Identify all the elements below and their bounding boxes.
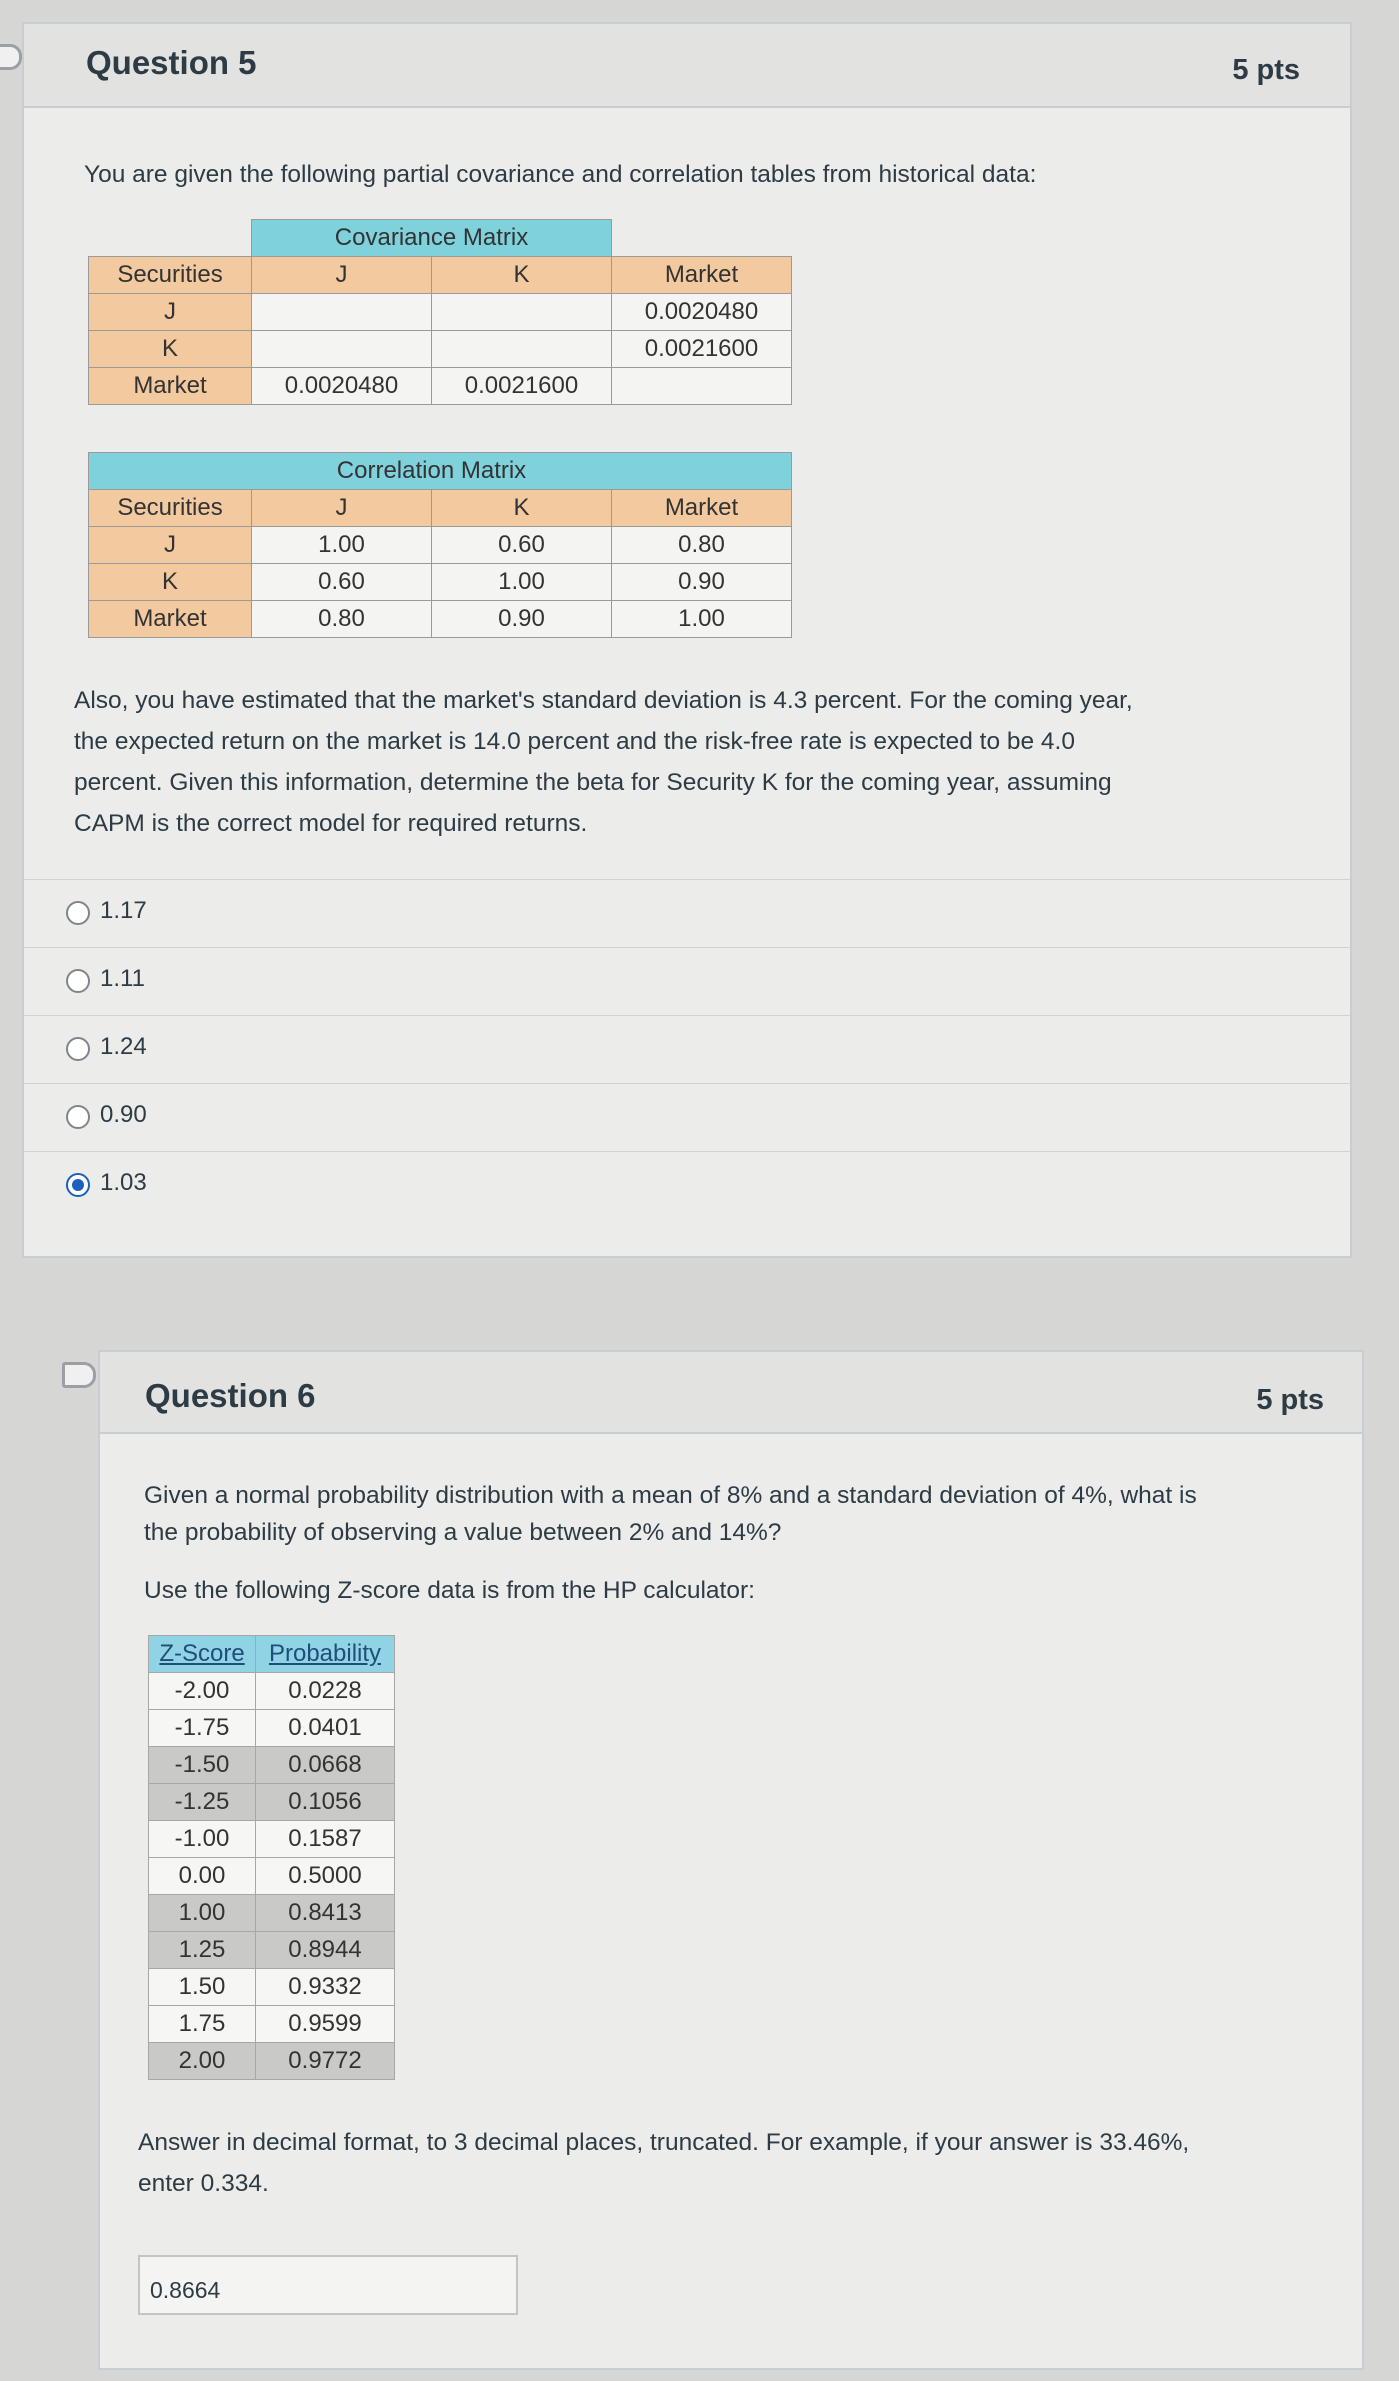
covariance-row-label: K — [89, 331, 252, 368]
covariance-cell: 0.0020480 — [612, 294, 792, 331]
probability-cell: 0.8944 — [256, 1932, 395, 1969]
zscore-cell: 1.50 — [149, 1969, 256, 2006]
correlation-row-label: Market — [89, 601, 252, 638]
question-5-card — [22, 22, 1352, 1258]
radio-button[interactable] — [66, 1037, 90, 1061]
radio-button[interactable] — [66, 1105, 90, 1129]
correlation-cell: 0.60 — [432, 527, 612, 564]
radio-button[interactable] — [66, 901, 90, 925]
correlation-matrix-table — [88, 452, 792, 638]
answer-option[interactable] — [24, 879, 1350, 946]
question-5-body-line: Also, you have estimated that the market's standard deviation is 4.3 percent. For the coming year, — [74, 687, 1133, 714]
covariance-header-market: Market — [612, 257, 792, 294]
correlation-cell: 1.00 — [432, 564, 612, 601]
question-5-options — [24, 879, 1350, 1219]
question-5-body — [74, 680, 1133, 844]
answer-instructions-line: Answer in decimal format, to 3 decimal places, truncated. For example, if your answer is 33.46%, — [138, 2129, 1190, 2156]
probability-cell: 0.8413 — [256, 1895, 395, 1932]
probability-cell: 0.0401 — [256, 1710, 395, 1747]
correlation-header-j: J — [252, 490, 432, 527]
answer-option-label: 1.24 — [100, 1033, 147, 1060]
flag-question-5-icon[interactable] — [0, 44, 22, 70]
question-5-header — [24, 24, 1350, 108]
answer-option-label: 0.90 — [100, 1101, 147, 1128]
answer-option-selected[interactable] — [24, 1151, 1350, 1218]
question-6-header — [100, 1352, 1362, 1434]
correlation-cell: 0.60 — [252, 564, 432, 601]
probability-cell: 0.5000 — [256, 1858, 395, 1895]
covariance-matrix-title: Covariance Matrix — [252, 220, 612, 257]
correlation-row-label: J — [89, 527, 252, 564]
question-6-title: Question 6 — [145, 1377, 316, 1414]
covariance-cell: 0.0021600 — [432, 368, 612, 405]
answer-option[interactable] — [24, 1083, 1350, 1150]
covariance-row-label: J — [89, 294, 252, 331]
correlation-header-market: Market — [612, 490, 792, 527]
covariance-cell: 0.0021600 — [612, 331, 792, 368]
zscore-cell: -1.25 — [149, 1784, 256, 1821]
correlation-cell: 1.00 — [612, 601, 792, 638]
question-5-intro: You are given the following partial covariance and correlation tables from historical data: — [84, 161, 1037, 188]
zscore-cell: -1.50 — [149, 1747, 256, 1784]
probability-cell: 0.1587 — [256, 1821, 395, 1858]
zscore-intro: Use the following Z-score data is from the HP calculator: — [144, 1577, 755, 1604]
question-5-body-line: CAPM is the correct model for required returns. — [74, 810, 588, 837]
answer-option-label: 1.11 — [100, 965, 145, 992]
correlation-row-label: K — [89, 564, 252, 601]
zscore-cell: 1.75 — [149, 2006, 256, 2043]
covariance-header-securities: Securities — [89, 257, 252, 294]
flag-question-6-icon[interactable] — [62, 1362, 96, 1388]
correlation-matrix-title: Correlation Matrix — [252, 453, 612, 490]
question-6-points: 5 pts — [1256, 1384, 1324, 1416]
zscore-cell: 1.25 — [149, 1932, 256, 1969]
covariance-cell — [612, 368, 792, 405]
question-6-prompt-line: the probability of observing a value between 2% and 14%? — [144, 1519, 782, 1546]
covariance-header-k: K — [432, 257, 612, 294]
question-6-prompt — [144, 1477, 1197, 1551]
zscore-cell: 0.00 — [149, 1858, 256, 1895]
correlation-header-k: K — [432, 490, 612, 527]
probability-cell: 0.0668 — [256, 1747, 395, 1784]
answer-option[interactable] — [24, 947, 1350, 1014]
probability-cell: 0.9772 — [256, 2043, 395, 2080]
covariance-cell — [432, 294, 612, 331]
question-5-body-line: the expected return on the market is 14.0 percent and the risk-free rate is expected to be 4.0 — [74, 728, 1075, 755]
covariance-cell — [252, 331, 432, 368]
zscore-cell: -1.75 — [149, 1710, 256, 1747]
covariance-row-label: Market — [89, 368, 252, 405]
zscore-table — [148, 1635, 395, 2080]
zscore-cell: 1.00 — [149, 1895, 256, 1932]
question-5-title: Question 5 — [86, 44, 257, 81]
correlation-header-securities: Securities — [89, 490, 252, 527]
radio-button[interactable] — [66, 969, 90, 993]
covariance-cell: 0.0020480 — [252, 368, 432, 405]
question-6-card — [98, 1350, 1364, 2370]
covariance-header-j: J — [252, 257, 432, 294]
correlation-cell: 1.00 — [252, 527, 432, 564]
answer-instructions-line: enter 0.334. — [138, 2170, 269, 2197]
probability-cell: 0.9599 — [256, 2006, 395, 2043]
question-5-body-line: percent. Given this information, determine the beta for Security K for the coming year, assuming — [74, 769, 1112, 796]
correlation-cell: 0.80 — [612, 527, 792, 564]
zscore-cell: -1.00 — [149, 1821, 256, 1858]
correlation-cell: 0.90 — [612, 564, 792, 601]
covariance-matrix-table — [88, 219, 792, 405]
probability-cell: 0.9332 — [256, 1969, 395, 2006]
covariance-cell — [432, 331, 612, 368]
probability-header: Probability — [256, 1636, 395, 1673]
correlation-cell: 0.80 — [252, 601, 432, 638]
zscore-header: Z-Score — [149, 1636, 256, 1673]
question-6-prompt-line: Given a normal probability distribution with a mean of 8% and a standard deviation of 4%, what is — [144, 1482, 1197, 1509]
answer-input[interactable]: 0.8664 — [138, 2255, 518, 2315]
answer-option-label: 1.17 — [100, 897, 147, 924]
answer-option-label: 1.03 — [100, 1169, 147, 1196]
zscore-cell: -2.00 — [149, 1673, 256, 1710]
correlation-cell: 0.90 — [432, 601, 612, 638]
answer-instructions — [138, 2122, 1189, 2204]
probability-cell: 0.1056 — [256, 1784, 395, 1821]
zscore-cell: 2.00 — [149, 2043, 256, 2080]
probability-cell: 0.0228 — [256, 1673, 395, 1710]
question-5-points: 5 pts — [1232, 54, 1300, 86]
radio-button-selected[interactable] — [66, 1173, 90, 1197]
answer-option[interactable] — [24, 1015, 1350, 1082]
covariance-cell — [252, 294, 432, 331]
